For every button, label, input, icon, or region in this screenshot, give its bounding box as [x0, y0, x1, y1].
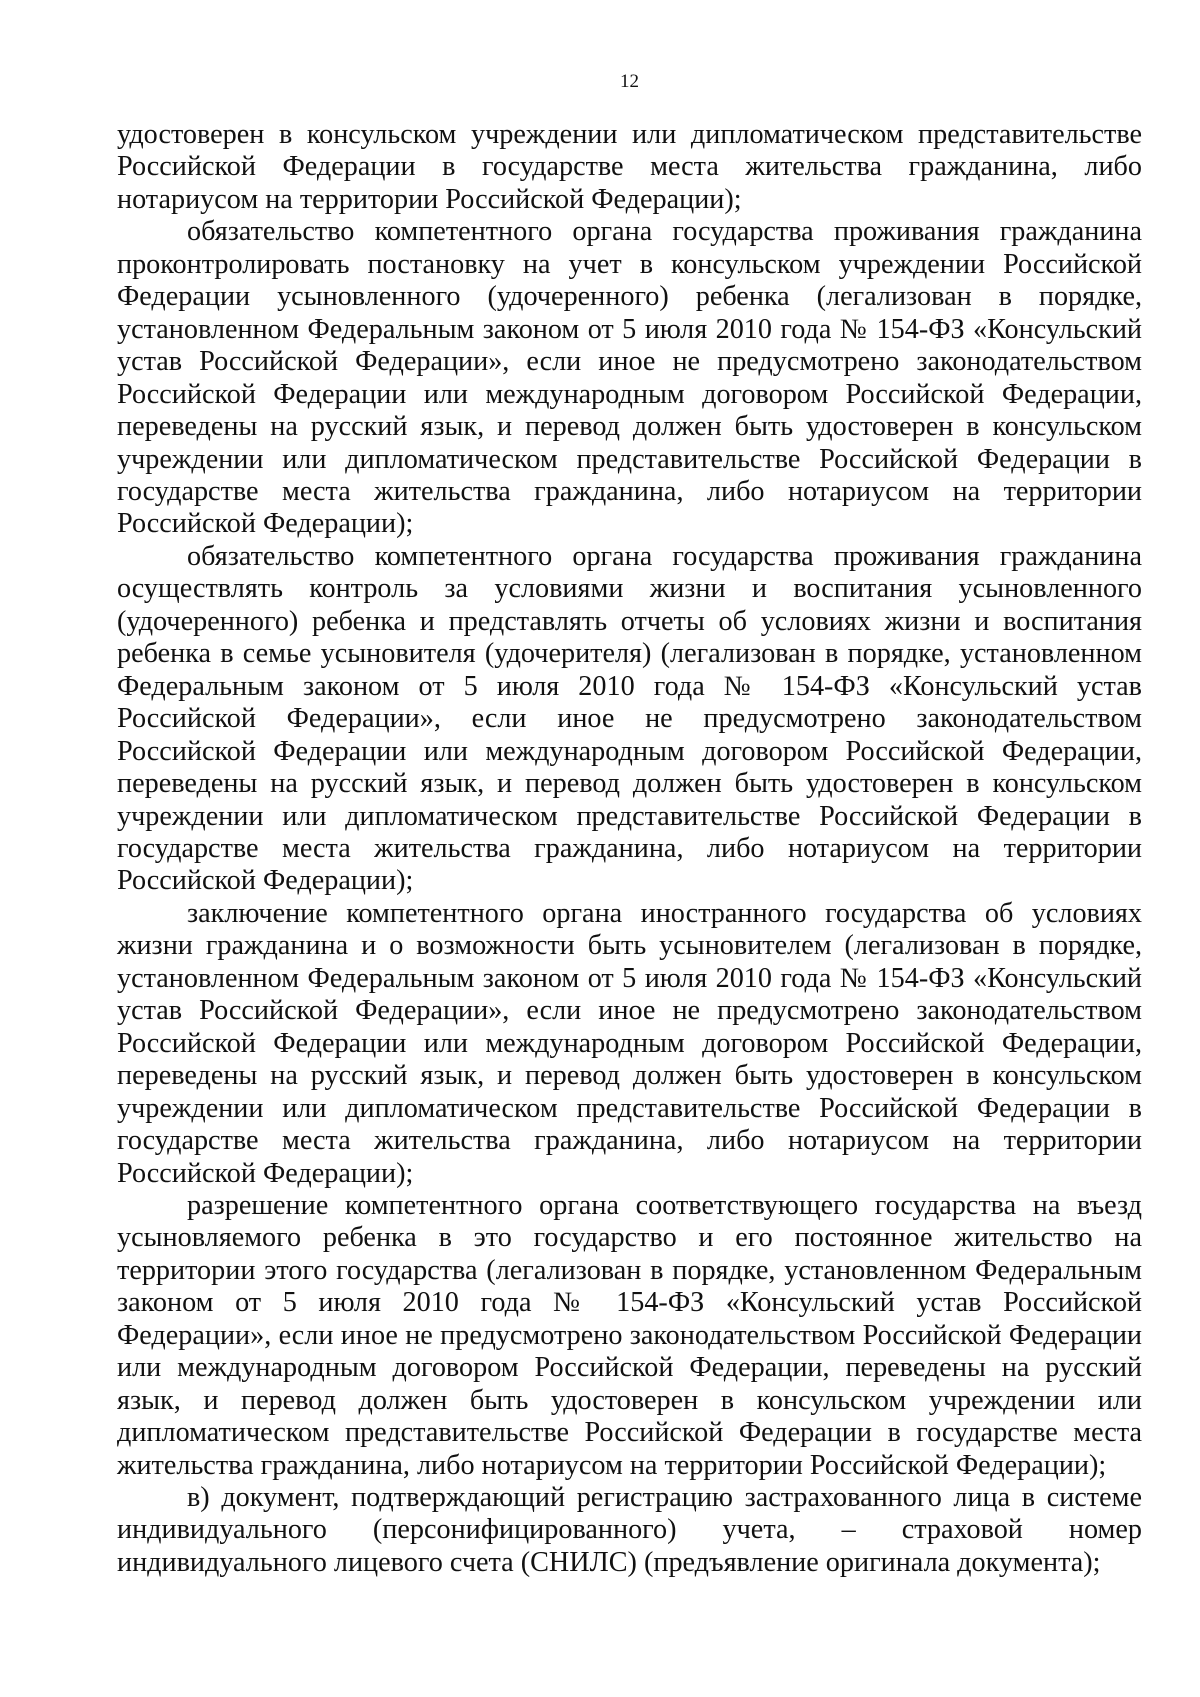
document-body: [117, 119, 1142, 1579]
paragraph-continuation: удостоверен в консульском учреждении или дипломатическом представительстве Российской Федерации в государстве места жительства гражданина, либо нотариусом на территории Российской Федерации);: [117, 119, 1142, 215]
page-number: 12: [620, 71, 639, 92]
paragraph-snils-document: в) документ, подтверждающий регистрацию застрахованного лица в системе индивидуального (персонифицированного) учета, – страховой номер индивидуального лицевого счета (СНИЛС) (предъявление оригинала документа);: [117, 1482, 1142, 1578]
paragraph-living-conditions-control-obligation: обязательство компетентного органа государства проживания гражданина осуществлять контроль за условиями жизни и воспитания усыновленного (удочеренного) ребенка и представлять отчеты об условиях жизни и воспитания ребенка в семье усыновителя (удочерителя) (легализован в порядке, установленном Федеральным законом от 5 июля 2010 года № 154-ФЗ «Консульский устав Российской Федерации», если иное не предусмотрено законодательством Российской Федерации или международным договором Российской Федерации, переведены на русский язык, и перевод должен быть удостоверен в консульском учреждении или дипломатическом представительстве Российской Федерации в государстве места жительства гражданина, либо нотариусом на территории Российской Федерации);: [117, 540, 1142, 897]
paragraph-entry-permission: разрешение компетентного органа соответствующего государства на въезд усыновляемого ребенка в это государство и его постоянное жительство на территории этого государства (легализован в порядке, установленном Федеральным законом от 5 июля 2010 года № 154-ФЗ «Консульский устав Российской Федерации», если иное не предусмотрено законодательством Российской Федерации или международным договором Российской Федерации, переведены на русский язык, и перевод должен быть удостоверен в консульском учреждении или дипломатическом представительстве Российской Федерации в государстве места жительства гражданина, либо нотариусом на территории Российской Федерации);: [117, 1189, 1142, 1481]
paragraph-consular-registration-obligation: обязательство компетентного органа государства проживания гражданина проконтролировать постановку на учет в консульском учреждении Российской Федерации усыновленного (удочеренного) ребенка (легализован в порядке, установленном Федеральным законом от 5 июля 2010 года № 154-ФЗ «Консульский устав Российской Федерации», если иное не предусмотрено законодательством Российской Федерации или международным договором Российской Федерации, переведены на русский язык, и перевод должен быть удостоверен в консульском учреждении или дипломатическом представительстве Российской Федерации в государстве места жительства гражданина, либо нотариусом на территории Российской Федерации);: [117, 216, 1142, 540]
paragraph-adopter-eligibility-conclusion: заключение компетентного органа иностранного государства об условиях жизни гражданина и о возможности быть усыновителем (легализован в порядке, установленном Федеральным законом от 5 июля 2010 года № 154-ФЗ «Консульский устав Российской Федерации», если иное не предусмотрено законодательством Российской Федерации или международным договором Российской Федерации, переведены на русский язык, и перевод должен быть удостоверен в консульском учреждении или дипломатическом представительстве Российской Федерации в государстве места жительства гражданина, либо нотариусом на территории Российской Федерации);: [117, 897, 1142, 1189]
